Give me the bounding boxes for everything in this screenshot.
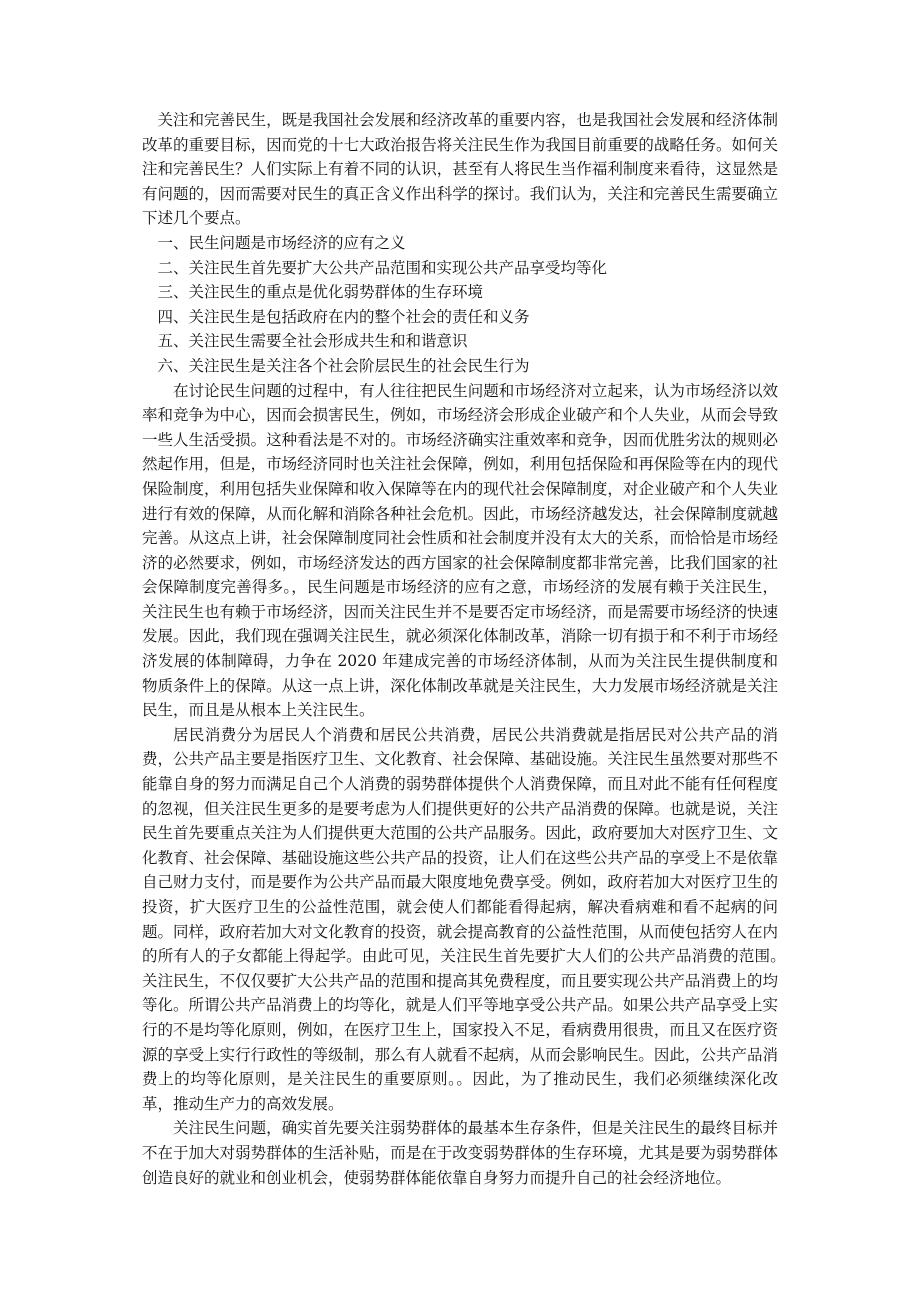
- key-point-4: 四、关注民生是包括政府在内的整个社会的责任和义务: [157, 307, 530, 326]
- document-page: [142, 108, 794, 1190]
- key-point-5: 五、关注民生需要全社会形成共生和和谐意识: [157, 332, 468, 351]
- body-paragraph-market-economy: 在讨论民生问题的过程中，有人往往把民生问题和市场经济对立起来，认为市场经济以效率和竞争为中心，因而会损害民生，例如，市场经济会形成企业破产和个人失业，从而会导致一些人生活受损。这种看法是不对的。市场经济确实注重效率和竞争，因而优胜劣汰的规则必然起作用，但是，市场经济同时也关注社会保障，例如，利用包括保险和再保险等在内的现代保险制度，利用包括失业保障和收入保障等在内的现代社会保障制度，对企业破产和个人失业进行有效的保障，从而化解和消除各种社会危机。因此，市场经济越发达，社会保障制度就越完善。从这点上讲，社会保障制度同社会性质和社会制度并没有太大的关系，而恰恰是市场经济的必然要求，例如，市场经济发达的西方国家的社会保障制度都非常完善，比我们国家的社会保障制度完善得多。，民生问题是市场经济的应有之意，市场经济的发展有赖于关注民生，关注民生也有赖于市场经济，因而关注民生并不是要否定市场经济，而是需要市场经济的快速发展。因此，我们现在强调关注民生，就必须深化体制改革，消除一切有损于和不利于市场经济发展的体制障碍，力争在 2020 年建成完善的市场经济体制，从而为关注民生提供制度和物质条件上的保障。从这一点上讲，深化体制改革就是关注民生，大力发展市场经济就是关注民生，而且是从根本上关注民生。: [142, 381, 778, 720]
- intro-paragraph: 关注和完善民生，既是我国社会发展和经济改革的重要内容，也是我国社会发展和经济体制改革的重要目标，因而党的十七大政治报告将关注民生作为我国目前重要的战略任务。如何关注和完善民生？人们实际上有着不同的认识，甚至有人将民生当作福利制度来看待，这显然是有问题的，因而需要对民生的真正含义作出科学的探讨。我们认为，关注和完善民生需要确立下述几个要点。: [142, 111, 778, 228]
- key-point-1: 一、民生问题是市场经济的应有之义: [157, 233, 406, 252]
- key-points-list: [142, 231, 778, 379]
- body-paragraph-public-goods: 居民消费分为居民人个消费和居民公共消费，居民公共消费就是指居民对公共产品的消费，公共产品主要是指医疗卫生、文化教育、社会保障、基础设施。关注民生虽然要对那些不能靠自身的努力而满足自己个人消费的弱势群体提供个人消费保障，而且对此不能有任何程度的忽视，但关注民生更多的是要考虑为人们提供更好的公共产品消费的保障。也就是说，关注民生首先要重点关注为人们提供更大范围的公共产品服务。因此，政府要加大对医疗卫生、文化教育、社会保障、基础设施这些公共产品的投资，让人们在这些公共产品的享受上不是依靠自己财力支付，而是要作为公共产品而最大限度地免费享受。例如，政府若加大对医疗卫生的投资，扩大医疗卫生的公益性范围，就会使人们都能看得起病，解决看病难和看不起病的问题。同样，政府若加大对文化教育的投资，就会提高教育的公益性范围，从而使包括穷人在内的所有人的子女都能上得起学。由此可见，关注民生首先要扩大人们的公共产品消费的范围。 关注民生，不仅仅要扩大公共产品的范围和提高其免费程度，而且要实现公共产品消费上的均等化。所谓公共产品消费上的均等化，就是人们平等地享受公共产品。如果公共产品享受上实行的不是均等化原则，例如，在医疗卫生上，国家投入不足，看病费用很贵，而且又在医疗资源的享受上实行行政性的等级制，那么有人就看不起病，从而会影响民生。因此，公共产品消费上的均等化原则，是关注民生的重要原则。。因此，为了推动民生，我们必须继续深化改革，推动生产力的高效发展。: [142, 725, 794, 1113]
- key-point-6: 六、关注民生是关注各个社会阶层民生的社会民生行为: [157, 356, 530, 375]
- key-point-3: 三、关注民生的重点是优化弱势群体的生存环境: [157, 283, 484, 302]
- body-paragraph-vulnerable-groups: 关注民生问题，确实首先要关注弱势群体的最基本生存条件，但是关注民生的最终目标并不在于加大对弱势群体的生活补贴，而是在于改变弱势群体的生存环境，尤其是要为弱势群体创造良好的就业和创业机会，使弱势群体能依靠自身努力而提升自己的社会经济地位。: [142, 1119, 778, 1187]
- key-point-2: 二、关注民生首先要扩大公共产品范围和实现公共产品享受均等化: [157, 258, 608, 277]
